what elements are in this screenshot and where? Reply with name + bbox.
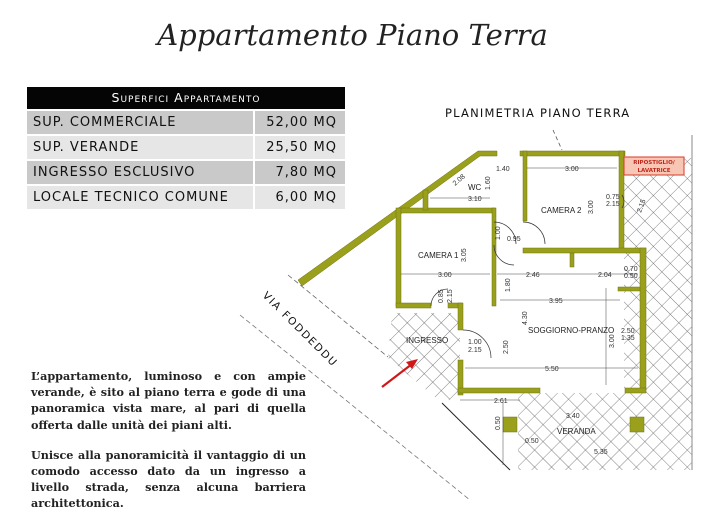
- dim-label: 2.15: [447, 289, 454, 303]
- dim-label: 1.40: [496, 166, 510, 173]
- dim-label: 3.00: [588, 200, 595, 214]
- dim-label: 2.15: [636, 198, 648, 214]
- row-value: 6,00 MQ: [255, 186, 345, 209]
- room-camera-2: CAMERA 2: [541, 206, 582, 215]
- dim-label: 2.50: [503, 340, 510, 354]
- row-value: 7,80 MQ: [255, 161, 345, 184]
- ingresso-hatch: [388, 313, 460, 403]
- dim-label: 0.50: [525, 438, 539, 445]
- dim-label: 3.05: [461, 248, 468, 262]
- room-wc: WC: [468, 183, 482, 192]
- dim-label: 0.50: [624, 273, 638, 280]
- description-paragraph: Unisce alla panoramicità il vantaggio di un comodo accesso dato da un ingresso a livello strada, senza alcuna barriera architettonica.: [31, 447, 306, 511]
- dim-label: 3.00: [438, 272, 452, 279]
- dim-label: 2.50: [621, 328, 635, 335]
- dim-label: 0.95: [507, 236, 521, 243]
- walls: [298, 151, 646, 432]
- dim-label: 5.35: [594, 449, 608, 456]
- row-label: LOCALE TECNICO COMUNE: [27, 186, 253, 209]
- dim-label: 1.00: [495, 226, 502, 240]
- dim-label: 3.40: [566, 413, 580, 420]
- dim-label: 2.46: [526, 272, 540, 279]
- dim-label: 2.61: [494, 398, 508, 405]
- dim-label: 1.80: [505, 278, 512, 292]
- ripostiglio-label: RIPOSTIGLIO/: [633, 160, 675, 166]
- description: [31, 368, 306, 526]
- row-value: 52,00 MQ: [255, 111, 345, 134]
- plan-title: PLANIMETRIA PIANO TERRA: [445, 106, 631, 120]
- dim-label: 2.08: [451, 173, 467, 188]
- ripostiglio-label: LAVATRICE: [637, 168, 671, 174]
- room-veranda: VERANDA: [557, 427, 596, 436]
- table-header: Superfici Appartamento: [27, 87, 345, 109]
- street-label: VIA FODDEDDU: [259, 289, 340, 370]
- dim-label: 3.95: [549, 298, 563, 305]
- row-label: INGRESSO ESCLUSIVO: [27, 161, 253, 184]
- dim-label: 2.15: [606, 201, 620, 208]
- dim-label: 0.50: [495, 416, 502, 430]
- row-label: SUP. VERANDE: [27, 136, 253, 159]
- dim-label: 1.60: [485, 176, 492, 190]
- room-ingresso: INGRESSO: [406, 336, 449, 345]
- dim-label: 0.70: [624, 266, 638, 273]
- dim-label: 3.10: [468, 196, 482, 203]
- dim-label: 0.75: [606, 194, 620, 201]
- dim-label: 3.00: [565, 166, 579, 173]
- dim-label: 0.85: [438, 289, 445, 303]
- dim-label: 2.04: [598, 272, 612, 279]
- description-paragraph: L’appartamento, luminoso e con ampie verande, è sito al piano terra e gode di una panoramica vista mare, al pari di quella offerta dalle unità dei piani alti.: [31, 369, 306, 432]
- dim-label: 4.30: [522, 311, 529, 325]
- dim-label: 1.00: [468, 339, 482, 346]
- page-title: Appartamento Piano Terra: [157, 18, 548, 52]
- room-soggiorno: SOGGIORNO-PRANZO: [528, 326, 615, 335]
- dim-label: 3.00: [609, 334, 616, 348]
- dim-label: 2.15: [468, 347, 482, 354]
- room-camera-1: CAMERA 1: [418, 251, 459, 260]
- dim-label: 5.50: [545, 366, 559, 373]
- row-label: SUP. COMMERCIALE: [27, 111, 253, 134]
- row-value: 25,50 MQ: [255, 136, 345, 159]
- dim-label: 1.35: [621, 335, 635, 342]
